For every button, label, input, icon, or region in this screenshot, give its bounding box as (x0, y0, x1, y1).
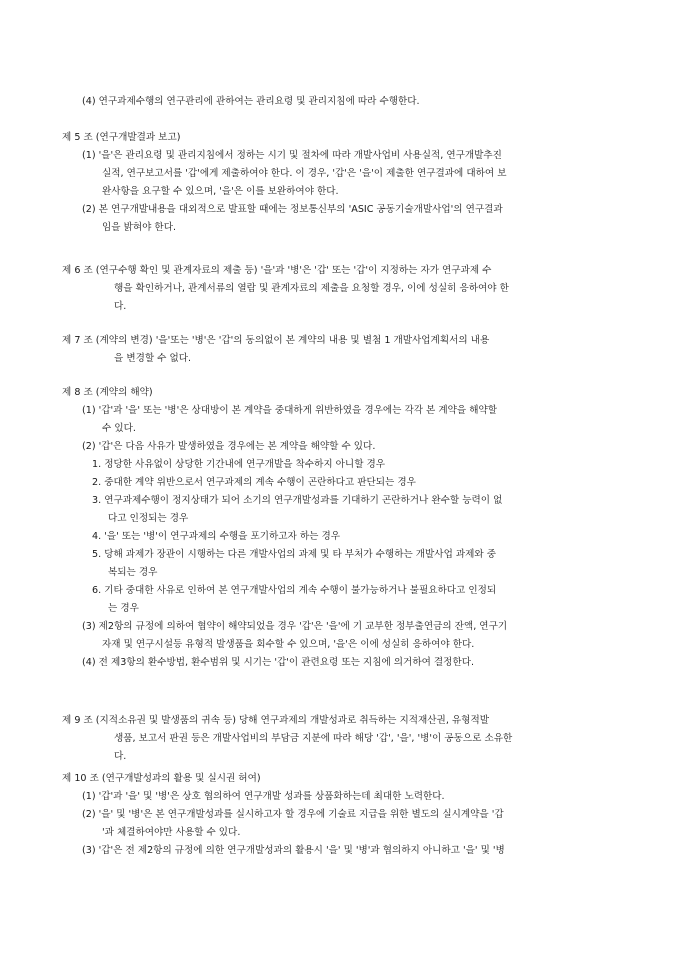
article8-item4: (4) 전 제3항의 환수방법, 환수범위 및 시기는 '갑'이 관련요령 또는 지침에 의거하여 결정한다. (82, 657, 475, 668)
article8-subitem-6-cont: 는 경우 (108, 603, 139, 614)
article8-subitem-6: 6. 기타 중대한 사유로 인하여 본 연구개발사업의 계속 수행이 불가능하거나 불필요하다고 인정되 (92, 585, 497, 596)
article8-subitem-2: 2. 중대한 계약 위반으로서 연구과제의 계속 수행이 곤란하다고 판단되는 경우 (92, 477, 416, 488)
article10-item3: (3) '갑'은 전 제2항의 규정에 의한 연구개발성과의 활용시 '을' 및 '병'과 협의하지 아니하고 '을' 및 '병 (82, 845, 505, 856)
article6-line: 다. (114, 301, 127, 312)
article5 (62, 129, 506, 237)
article4-item4 (82, 93, 420, 111)
article9-line: 생품, 보고서 판권 등은 개발사업비의 부담금 지분에 따라 해당 '갑', '을', '병'이 공동으로 소유한 (114, 733, 513, 744)
article8-item3-line: 자재 및 연구시설등 유형적 발생품을 회수할 수 있으며, '을'은 이에 성실히 응하여야 한다. (102, 639, 475, 650)
article7 (62, 332, 489, 368)
article6-line: 행을 확인하거나, 관계서류의 열람 및 관계자료의 제출을 요청할 경우, 이에 성실히 응하여야 한 (114, 283, 509, 294)
article10-item1: (1) '갑'과 '을' 및 '병'은 상호 협의하여 연구개발 성과를 상품화하는데 최대한 노력한다. (82, 791, 445, 802)
article6-line: 제 6 조 (연구수행 확인 및 관계자료의 제출 등) '을'과 '병'은 '갑' 또는 '갑'이 지정하는 자가 연구과제 수 (62, 265, 492, 276)
article8-item1-line: (1) '갑'과 '을' 또는 '병'은 상대방이 본 계약을 중대하게 위반하였을 경우에는 각각 본 계약을 해약할 (82, 405, 498, 416)
article5-item1-line: (1) '을'은 관리요령 및 관리지침에서 정하는 시기 및 절차에 따라 개발사업비 사용실적, 연구개발추진 (82, 150, 502, 161)
article8-subitem-5-cont: 복되는 경우 (108, 567, 158, 578)
text-line: (4) 연구과제수행의 연구관리에 관하여는 관리요령 및 관리지침에 따라 수행한다. (82, 96, 420, 107)
article7-line: 을 변경할 수 없다. (114, 353, 192, 364)
article8-item3-line: (3) 제2항의 규정에 의하여 협약이 해약되었을 경우 '갑'은 '을'에 기 교부한 정부출연금의 잔액, 연구기 (82, 621, 508, 632)
article8-item2: (2) '갑'은 다음 사유가 발생하였을 경우에는 본 계약을 해약할 수 있다. (82, 441, 376, 452)
article8-subitem-3-cont: 다고 인정되는 경우 (108, 513, 189, 524)
article8-subitem-1: 1. 정당한 사유없이 상당한 기간내에 연구개발을 착수하지 아니할 경우 (92, 459, 386, 470)
article10-item2-line: (2) '을' 및 '병'은 본 연구개발성과를 실시하고자 할 경우에 기술료 지급을 위한 별도의 실시계약을 '갑 (82, 809, 504, 820)
article9-line: 제 9 조 (지적소유권 및 발생품의 귀속 등) 당해 연구과제의 개발성과로 취득하는 지적재산권, 유형적발 (62, 715, 489, 726)
article10 (62, 770, 505, 860)
article10-item2-line: '과 체결하여야만 사용할 수 있다. (102, 827, 241, 838)
article9 (62, 712, 512, 766)
article5-item1-line: 완사항을 요구할 수 있으며, '을'은 이를 보완하여야 한다. (102, 186, 339, 197)
article8 (62, 384, 507, 672)
article5-item2-line: (2) 본 연구개발내용을 대외적으로 발표할 때에는 정보통신부의 'ASIC 공동기술개발사업'의 연구결과 (82, 204, 503, 215)
article5-item1-line: 실적, 연구보고서를 '갑'에게 제출하여야 한다. 이 경우, '갑'은 '을'이 제출한 연구결과에 대하여 보 (102, 168, 507, 179)
article8-subitem-3: 3. 연구과제수행이 정지상태가 되어 소기의 연구개발성과를 기대하기 곤란하거나 완수할 능력이 없 (92, 495, 503, 506)
article9-line: 다. (114, 751, 127, 762)
article10-heading: 제 10 조 (연구개발성과의 활용 및 실시권 허여) (62, 773, 261, 784)
article8-subitem-4: 4. '을' 또는 '병'이 연구과제의 수행을 포기하고자 하는 경우 (92, 531, 340, 542)
article8-heading: 제 8 조 (계약의 해약) (62, 387, 153, 398)
article8-subitem-5: 5. 당해 과제가 장관이 시행하는 다른 개발사업의 과제 및 타 부처가 수행하는 개발사업 과제와 중 (92, 549, 497, 560)
article5-heading: 제 5 조 (연구개발결과 보고) (62, 132, 181, 143)
article6 (62, 262, 509, 316)
article7-line: 제 7 조 (계약의 변경) '을'또는 '병'은 '갑'의 동의없이 본 계약의 내용 및 별첨 1 개발사업계획서의 내용 (62, 335, 490, 346)
article8-item1-line: 수 있다. (102, 423, 136, 434)
article5-item2-line: 임을 밝혀야 한다. (102, 222, 177, 233)
